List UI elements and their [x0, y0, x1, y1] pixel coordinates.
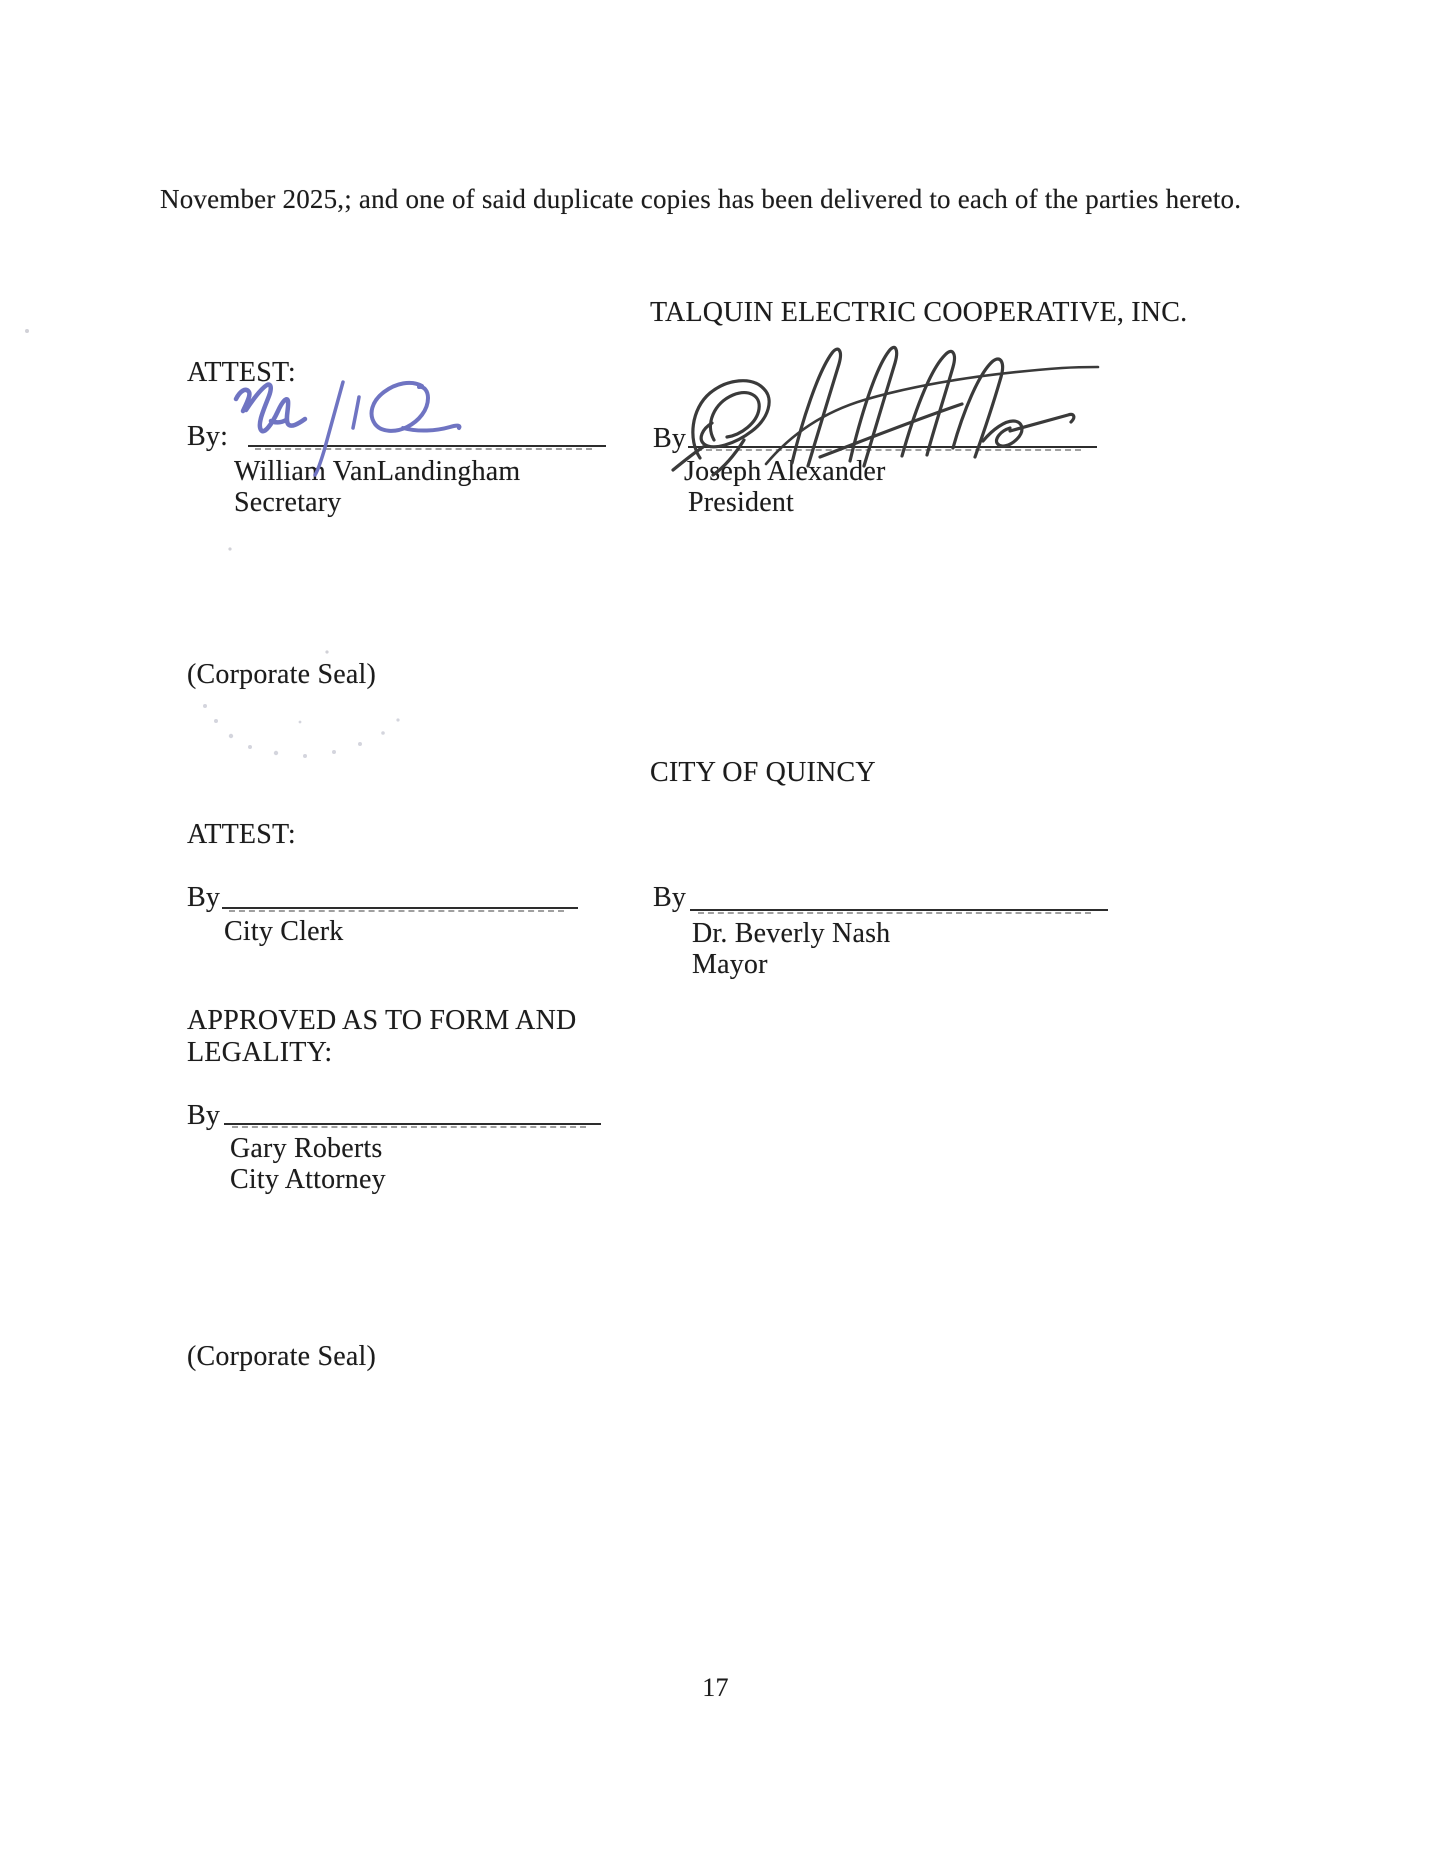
mayor-title: Mayor — [692, 949, 768, 980]
clerk-title: City Clerk — [224, 916, 344, 947]
secretary-title: Secretary — [234, 487, 342, 518]
page-number: 17 — [702, 1673, 729, 1702]
mayor-by-label: By — [653, 882, 687, 913]
president-by-label: By — [653, 423, 687, 454]
attorney-name: Gary Roberts — [230, 1133, 383, 1164]
talquin-company-name: TALQUIN ELECTRIC COOPERATIVE, INC. — [650, 297, 1188, 328]
mayor-name: Dr. Beverly Nash — [692, 918, 891, 949]
clerk-by-label: By — [187, 882, 221, 913]
clerk-signature-line — [222, 907, 578, 909]
approval-heading-line2: LEGALITY: — [187, 1037, 333, 1068]
quincy-corporate-seal-label: (Corporate Seal) — [187, 1341, 377, 1372]
quincy-city-name: CITY OF QUINCY — [650, 757, 876, 788]
secretary-signature-line — [248, 445, 606, 447]
seal-impression-marks — [203, 704, 400, 758]
talquin-attest-label: ATTEST: — [187, 357, 296, 388]
intro-paragraph: November 2025,; and one of said duplicate copies has been delivered to each of the parties hereto. — [160, 184, 1242, 214]
president-title: President — [688, 487, 795, 518]
attorney-by-label: By — [187, 1100, 221, 1131]
secretary-name: William VanLandingham — [234, 456, 521, 487]
quincy-attest-label: ATTEST: — [187, 819, 296, 850]
secretary-by-label: By: — [187, 421, 229, 452]
attorney-signature-line — [224, 1123, 601, 1125]
president-signature-line — [688, 446, 1097, 448]
attorney-title: City Attorney — [230, 1164, 386, 1195]
mayor-signature-line — [690, 909, 1108, 911]
president-name: Joseph Alexander — [684, 456, 886, 487]
approval-heading-line1: APPROVED AS TO FORM AND — [187, 1005, 577, 1036]
talquin-corporate-seal-label: (Corporate Seal) — [187, 659, 377, 690]
